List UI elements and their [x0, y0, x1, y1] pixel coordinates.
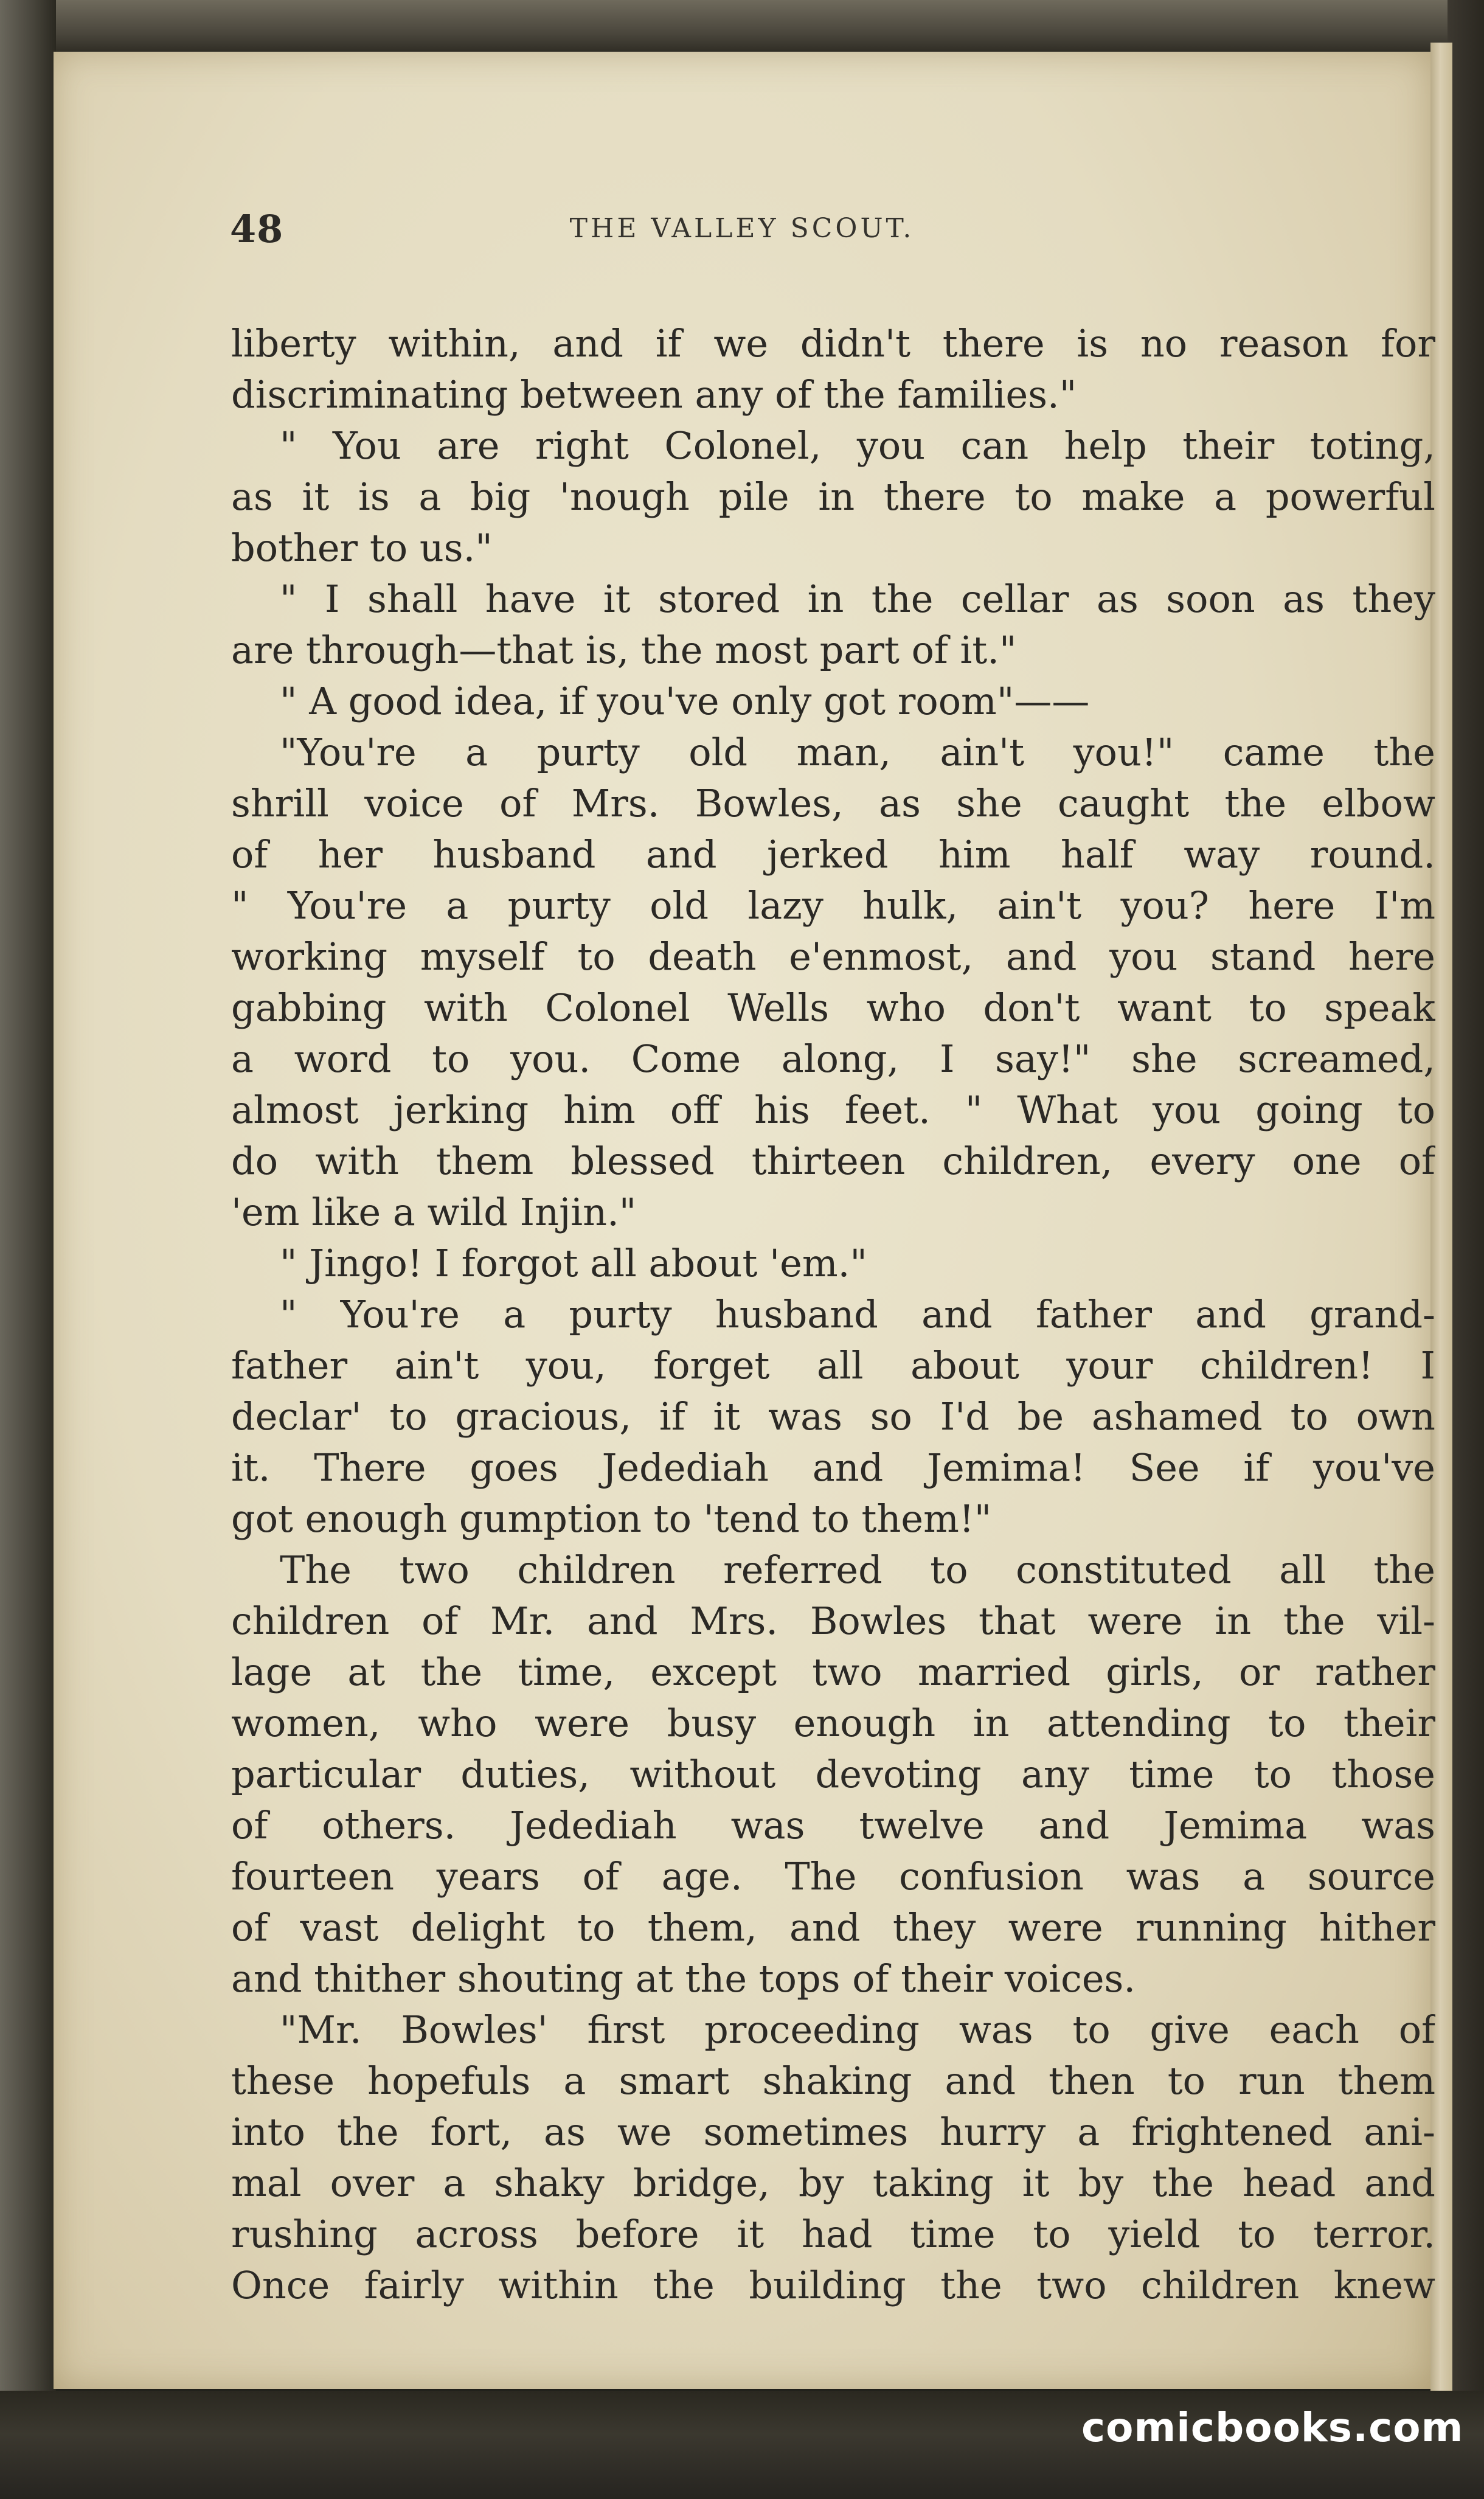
text-line: particular duties, without devoting any time to those [231, 1752, 1435, 1796]
text-line: discriminating between any of the families." [231, 372, 1077, 417]
text-line: children of Mr. and Mrs. Bowles that were in the vil- [231, 1599, 1435, 1643]
watermark: comicbooks.com [1081, 2404, 1464, 2451]
text-line: " You're a purty husband and father and grand- [280, 1292, 1435, 1336]
text-line: " You are right Colonel, you can help their toting, [280, 423, 1435, 468]
text-line: and thither shouting at the tops of their voices. [231, 1956, 1136, 2001]
text-line: gabbing with Colonel Wells who don't want to speak [231, 985, 1435, 1030]
text-line: are through—that is, the most part of it." [231, 628, 1017, 672]
text-line: " A good idea, if you've only got room"—— [280, 679, 1090, 723]
text-line: father ain't you, forget all about your children! I [231, 1343, 1435, 1388]
text-line: almost jerking him off his feet. " What you going to [231, 1088, 1435, 1132]
text-line: it. There goes Jedediah and Jemima! See if you've [231, 1445, 1435, 1490]
text-line: of others. Jedediah was twelve and Jemima was [231, 1803, 1435, 1847]
text-line: declar' to gracious, if it was so I'd be ashamed to own [231, 1394, 1435, 1439]
text-line: got enough gumption to 'tend to them!" [231, 1496, 992, 1541]
text-line: "You're a purty old man, ain't you!" came the [280, 730, 1435, 774]
scan-background-left [0, 0, 56, 2499]
text-line: shrill voice of Mrs. Bowles, as she caught the elbow [231, 781, 1435, 825]
body-text [231, 318, 1435, 2311]
text-line: Once fairly within the building the two children knew [231, 2263, 1435, 2307]
text-line: lage at the time, except two married girls, or rather [231, 1650, 1435, 1694]
text-line: as it is a big 'nough pile in there to make a powerful [231, 474, 1435, 519]
text-line: a word to you. Come along, I say!" she screamed, [231, 1037, 1435, 1081]
running-head: THE VALLEY SCOUT. [569, 213, 915, 244]
text-line: do with them blessed thirteen children, every one of [231, 1139, 1435, 1183]
text-line: these hopefuls a smart shaking and then to run them [231, 2059, 1435, 2103]
scan-background-right [1448, 0, 1484, 2499]
text-line: The two children referred to constituted all the [280, 1548, 1435, 1592]
text-line: working myself to death e'enmost, and you stand here [231, 934, 1435, 979]
text-line: into the fort, as we sometimes hurry a frightened ani- [231, 2110, 1435, 2154]
text-line: "Mr. Bowles' first proceeding was to give each of [280, 2007, 1435, 2052]
scan-background-top [0, 0, 1484, 56]
book-page [54, 52, 1435, 2389]
text-line: of vast delight to them, and they were running hither [231, 1905, 1435, 1950]
text-line: 'em like a wild Injin." [231, 1190, 637, 1234]
text-line: fourteen years of age. The confusion was a source [231, 1854, 1435, 1899]
text-line: bother to us." [231, 526, 493, 570]
text-line: women, who were busy enough in attending to their [231, 1701, 1435, 1745]
text-line: " I shall have it stored in the cellar as soon as they [280, 577, 1435, 621]
page-number: 48 [230, 207, 284, 251]
text-line: " Jingo! I forgot all about 'em." [280, 1241, 867, 1285]
text-line: " You're a purty old lazy hulk, ain't you? here I'm [231, 883, 1435, 928]
page-header [54, 207, 1430, 274]
text-line: liberty within, and if we didn't there is no reason for [231, 321, 1435, 366]
text-line: mal over a shaky bridge, by taking it by the head and [231, 2161, 1435, 2205]
text-line: rushing across before it had time to yield to terror. [231, 2212, 1435, 2256]
text-line: of her husband and jerked him half way round. [231, 832, 1435, 877]
